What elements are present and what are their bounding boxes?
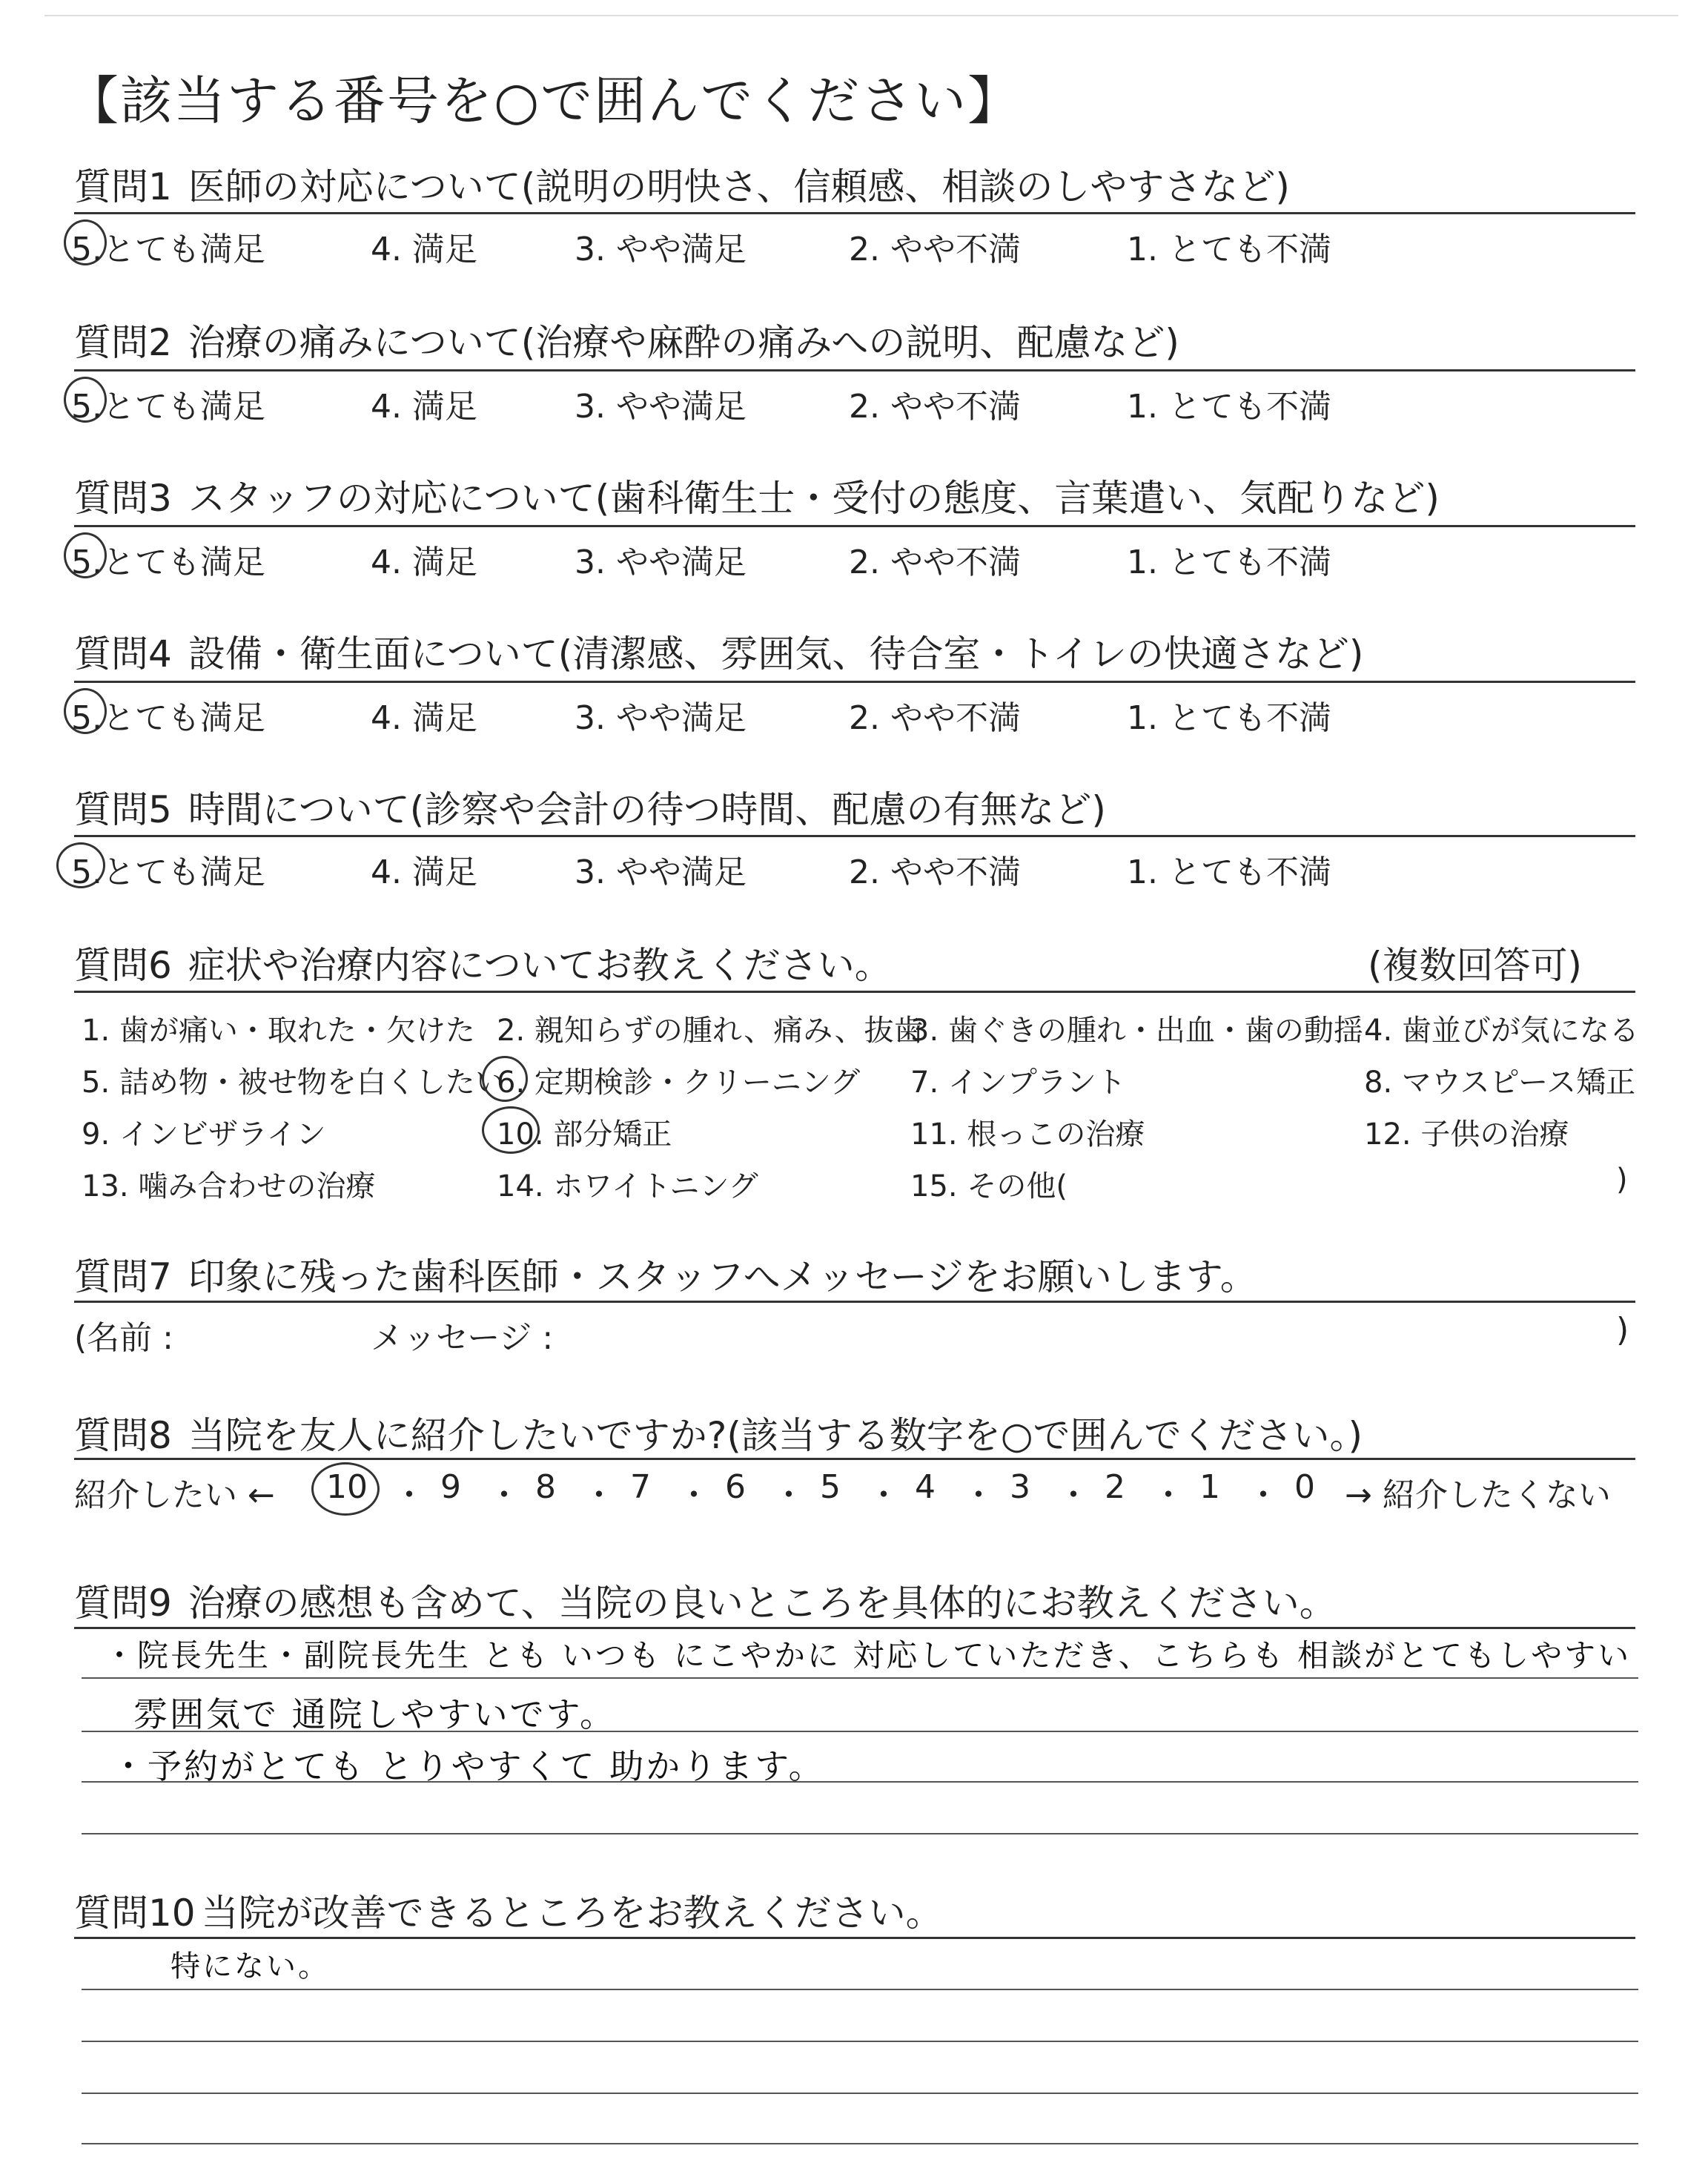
q6-option-13[interactable]: 13. 噛み合わせの治療 — [82, 1169, 376, 1203]
option-3[interactable]: 3. やや満足 — [575, 699, 747, 737]
question-10-title — [74, 1883, 943, 1937]
q6-option-7[interactable]: 7. インプラント — [910, 1066, 1126, 1100]
question-text: 医師の対応について(説明の明快さ、信頼感、相談のしやすさなど) — [188, 165, 1290, 208]
option-5[interactable]: 5.とても満足 — [71, 388, 265, 426]
message-close: ) — [1616, 1311, 1629, 1349]
scale-dot: ・ — [488, 1476, 520, 1514]
q6-option-14[interactable]: 14. ホワイトニング — [497, 1169, 758, 1203]
scale-dot: ・ — [1247, 1476, 1280, 1514]
handwritten-line: 雰囲気で 通院しやすいです。 — [133, 1694, 616, 1734]
question-3-rule — [74, 525, 1635, 527]
question-text: 設備・衛生面について(清潔感、雰囲気、待合室・トイレの快適さなど) — [188, 633, 1364, 676]
option-4[interactable]: 4. 満足 — [371, 388, 477, 426]
scale-1[interactable]: 1 — [1199, 1468, 1220, 1506]
question-number: 質問10 — [74, 1892, 196, 1935]
question-4-title — [74, 624, 1363, 678]
question-7-rule — [74, 1301, 1635, 1303]
scale-dot: ・ — [1152, 1476, 1185, 1514]
scale-2[interactable]: 2 — [1105, 1468, 1125, 1506]
q6-option-8[interactable]: 8. マウスピース矯正 — [1364, 1066, 1636, 1100]
question-4-rule — [74, 681, 1635, 683]
scale-dot: ・ — [1057, 1476, 1090, 1514]
question-9-rule — [74, 1627, 1635, 1629]
option-5[interactable]: 5.とても満足 — [71, 699, 265, 737]
question-text: 治療の痛みについて(治療や麻酔の痛みへの説明、配慮など) — [188, 321, 1179, 364]
question-text: 当院が改善できるところをお教えください。 — [201, 1892, 943, 1935]
scale-0[interactable]: 0 — [1294, 1468, 1315, 1506]
question-number: 質問7 — [74, 1255, 172, 1298]
answer-line — [82, 1989, 1638, 1990]
option-5[interactable]: 5.とても満足 — [71, 853, 265, 891]
handwritten-line: ・院長先生・副院長先生 とも いつも にこやかに 対応していただき、こちらも 相談がとてもしやすい — [104, 1637, 1632, 1674]
q6-option-6[interactable]: 6. 定期検診・クリーニング — [497, 1066, 861, 1100]
question-9-title — [74, 1573, 1337, 1627]
recommend-left-label: 紹介したい ← — [74, 1476, 275, 1514]
q6-option-9[interactable]: 9. インビザライン — [82, 1117, 326, 1152]
answer-line — [82, 1833, 1638, 1834]
question-7-title — [74, 1247, 1257, 1301]
option-1[interactable]: 1. とても不満 — [1127, 231, 1331, 268]
scale-8[interactable]: 8 — [535, 1468, 556, 1506]
question-8-rule — [74, 1458, 1635, 1460]
question-text: スタッフの対応について(歯科衛生士・受付の態度、言葉遣い、気配りなど) — [188, 477, 1440, 520]
q6-option-11[interactable]: 11. 根っこの治療 — [910, 1117, 1145, 1152]
scale-dot: ・ — [583, 1476, 615, 1514]
q6-option-4[interactable]: 4. 歯並びが気になる — [1364, 1014, 1639, 1048]
q6-option-15-close: ) — [1616, 1163, 1628, 1197]
answer-line — [82, 2093, 1638, 2094]
question-number: 質問2 — [74, 321, 172, 364]
option-3[interactable]: 3. やや満足 — [575, 231, 747, 268]
scale-4[interactable]: 4 — [915, 1468, 936, 1506]
q6-option-2[interactable]: 2. 親知らずの腫れ、痛み、抜歯 — [497, 1014, 924, 1048]
option-2[interactable]: 2. やや不満 — [849, 699, 1021, 737]
question-8-title — [74, 1406, 1363, 1459]
option-3[interactable]: 3. やや満足 — [575, 853, 747, 891]
q6-option-5[interactable]: 5. 詰め物・被せ物を白くしたい — [82, 1066, 505, 1100]
scale-9[interactable]: 9 — [440, 1468, 461, 1506]
scale-10[interactable]: 10 — [326, 1468, 368, 1506]
question-1-rule — [74, 212, 1635, 214]
scale-dot: ・ — [393, 1476, 426, 1514]
option-1[interactable]: 1. とても不満 — [1127, 853, 1331, 891]
answer-line — [82, 1677, 1638, 1679]
question-10-rule — [74, 1937, 1635, 1939]
question-number: 質問4 — [74, 633, 172, 676]
message-field[interactable] — [563, 1308, 1601, 1350]
scale-dot: ・ — [772, 1476, 805, 1514]
question-2-rule — [74, 369, 1635, 371]
top-border — [44, 15, 1678, 16]
q6-option-1[interactable]: 1. 歯が痛い・取れた・欠けた — [82, 1014, 475, 1048]
answer-line — [82, 2143, 1638, 2144]
option-4[interactable]: 4. 満足 — [371, 853, 477, 891]
option-4[interactable]: 4. 満足 — [371, 231, 477, 268]
option-2[interactable]: 2. やや不満 — [849, 388, 1021, 426]
question-number: 質問8 — [74, 1414, 172, 1457]
scale-dot: ・ — [867, 1476, 900, 1514]
option-4[interactable]: 4. 満足 — [371, 544, 477, 581]
option-5[interactable]: 5.とても満足 — [71, 231, 265, 268]
scale-7[interactable]: 7 — [630, 1468, 651, 1506]
multiple-answer-note: (複数回答可) — [1368, 944, 1583, 987]
scale-5[interactable]: 5 — [820, 1468, 841, 1506]
question-3-title — [74, 469, 1440, 522]
option-2[interactable]: 2. やや不満 — [849, 853, 1021, 891]
handwritten-line: 特にない。 — [171, 1949, 330, 1984]
answer-line — [82, 2041, 1638, 2042]
question-number: 質問3 — [74, 477, 172, 520]
q6-option-10[interactable]: 10. 部分矯正 — [497, 1117, 672, 1152]
option-1[interactable]: 1. とても不満 — [1127, 388, 1331, 426]
question-number: 質問1 — [74, 165, 172, 208]
message-field-label: メッセージ : — [371, 1319, 554, 1357]
question-text: 当院を友人に紹介したいですか?(該当する数字を○で囲んでください。) — [188, 1414, 1363, 1457]
option-4[interactable]: 4. 満足 — [371, 699, 477, 737]
question-5-rule — [74, 835, 1635, 837]
option-2[interactable]: 2. やや不満 — [849, 544, 1021, 581]
q6-option-15[interactable]: 15. その他( — [910, 1169, 1068, 1203]
question-text: 治療の感想も含めて、当院の良いところを具体的にお教えください。 — [188, 1582, 1337, 1625]
scale-dot: ・ — [678, 1476, 710, 1514]
question-text: 印象に残った歯科医師・スタッフへメッセージをお願いします。 — [188, 1255, 1257, 1298]
question-text: 症状や治療内容についてお教えください。 — [188, 944, 892, 987]
question-6-rule — [74, 991, 1635, 993]
question-6-title — [74, 936, 892, 989]
question-1-title — [74, 157, 1290, 211]
name-field[interactable] — [185, 1308, 356, 1350]
option-2[interactable]: 2. やや不満 — [849, 231, 1021, 268]
option-1[interactable]: 1. とても不満 — [1127, 544, 1331, 581]
option-5[interactable]: 5.とても満足 — [71, 544, 265, 581]
q6-option-12[interactable]: 12. 子供の治療 — [1364, 1117, 1569, 1152]
option-3[interactable]: 3. やや満足 — [575, 388, 747, 426]
form-title: 【該当する番号を○で囲んでください】 — [67, 70, 1022, 131]
question-number: 質問5 — [74, 788, 172, 831]
scale-3[interactable]: 3 — [1010, 1468, 1030, 1506]
question-5-title — [74, 780, 1106, 833]
question-text: 時間について(診察や会計の待つ時間、配慮の有無など) — [188, 788, 1106, 831]
scale-dot: ・ — [962, 1476, 995, 1514]
option-3[interactable]: 3. やや満足 — [575, 544, 747, 581]
question-2-title — [74, 313, 1179, 366]
scale-6[interactable]: 6 — [725, 1468, 746, 1506]
question-number: 質問9 — [74, 1582, 172, 1625]
question-number: 質問6 — [74, 944, 172, 987]
recommend-right-label: → 紹介したくない — [1345, 1476, 1611, 1514]
name-field-label: (名前 : — [74, 1319, 173, 1357]
option-1[interactable]: 1. とても不満 — [1127, 699, 1331, 737]
q6-option-3[interactable]: 3. 歯ぐきの腫れ・出血・歯の動揺 — [910, 1014, 1363, 1048]
handwritten-line: ・予約がとても とりやすくて 助かります。 — [111, 1746, 825, 1786]
